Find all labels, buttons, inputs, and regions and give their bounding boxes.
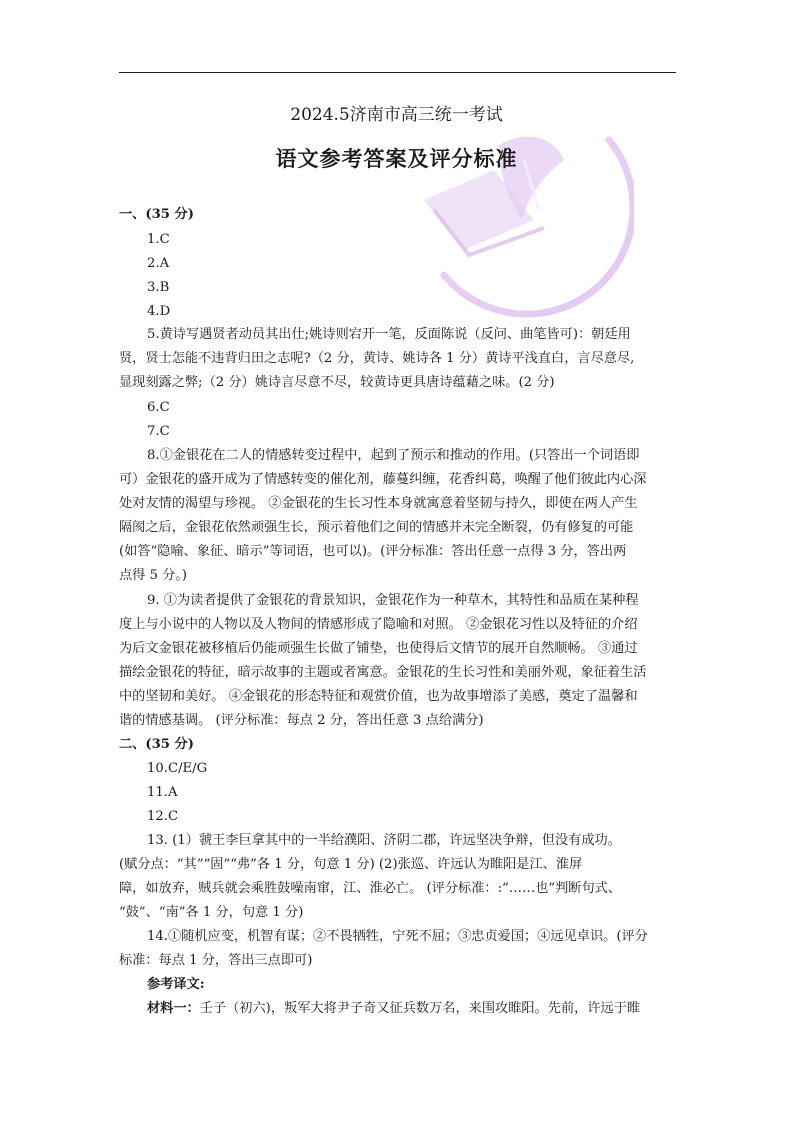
answer-8-line: 隔阂之后，金银花依然顽强生长，预示着他们之间的情感并未完全断裂，仍有修复的可能 — [119, 520, 634, 535]
answer-5-line: 5.黄诗写遇贤者动员其出仕;姚诗则宕开一笔，反面陈说（反问、曲笔皆可)：朝廷用 — [147, 327, 631, 342]
answer-8-line: 8.①金银花在二人的情感转变过程中，起到了预示和推动的作用。(只答出一个词语即 — [147, 448, 640, 463]
answer-7: 7.C — [147, 424, 170, 439]
answer-9-line: 中的坚韧和美好。 ④金银花的形态特征和观赏价值，也为故事增添了美感，奠定了温馨和 — [119, 689, 638, 704]
answer-2: 2.A — [147, 256, 170, 271]
answer-11: 11.A — [147, 785, 178, 800]
answer-5-line: 显现刻露之弊;（2 分）姚诗言尽意不尽，较黄诗更具唐诗蕴藉之味。(2 分) — [119, 375, 555, 390]
answer-6: 6.C — [147, 400, 170, 415]
answer-9-line: 谐的情感基调。 (评分标准：每点 2 分，答出任意 3 点给满分) — [119, 713, 484, 728]
answer-8-line: 可）金银花的盛开成为了情感转变的催化剂，藤蔓纠缠，花香纠葛，唤醒了他们彼此内心深 — [119, 472, 647, 487]
answer-13-line: 障，如放弃，贼兵就会乘胜鼓噪南窜，江、淮必亡。 (评分标准：:“……也”判断句式、 — [119, 881, 622, 896]
top-rule — [119, 72, 676, 73]
answer-9-line: 为后文金银花被移植后仍能顽强生长做了铺垫，也使得后文情节的展开自然顺畅。 ③通过 — [119, 641, 638, 656]
section-1-heading: 一、(35 分) — [119, 207, 194, 222]
answer-3: 3.B — [147, 280, 170, 295]
answer-13-line: “鼓”、“南”各 1 分，句意 1 分) — [119, 905, 304, 920]
book-logo-watermark — [404, 100, 634, 320]
answer-9-line: 9. ①为读者提供了金银花的背景知识，金银花作为一种草木，其特性和品质在某种程 — [147, 593, 639, 608]
material-1-line — [147, 1002, 640, 1015]
answer-10: 10.C/E/G — [147, 761, 208, 776]
answer-13-line: (赋分点：“其”“固”“弗”各 1 分，句意 1 分) (2)张巡、许远认为睢阳是江、淮屏 — [119, 857, 583, 872]
answer-14-line: 标准：每点 1 分，答出三点即可) — [119, 953, 313, 968]
answer-9-line: 描绘金银花的特征，暗示故事的主题或者寓意。金银花的生长习性和美丽外观，象征着生活 — [119, 665, 647, 680]
answer-14-line: 14.①随机应变，机智有谋；②不畏牺牲，宁死不屈；③忠贞爱国；④远见卓识。(评分 — [147, 929, 648, 944]
answer-12: 12.C — [147, 809, 179, 824]
material-1-text: 壬子（初六)，叛军大将尹子奇又征兵数万名，来围攻睢阳。先前，许远于睢 — [199, 1001, 641, 1016]
answer-8-line: 点得 5 分。) — [119, 568, 188, 583]
translation-heading: 参考译文: — [147, 977, 205, 992]
answer-1: 1.C — [147, 232, 170, 247]
answer-8-line: (如答“隐喻、象征、暗示”等词语，也可以)。(评分标准：答出任意一点得 3 分，答出两 — [119, 544, 627, 559]
answer-5-line: 贤，贤士怎能不违背归田之志呢?（2 分，黄诗、姚诗各 1 分）黄诗平浅直白，言尽意尽, — [119, 351, 635, 366]
answer-8-line: 处对友情的渴望与珍视。 ②金银花的生长习性本身就寓意着坚韧与持久，即使在两人产生 — [119, 496, 638, 511]
material-1-label: 材料一： — [147, 1001, 200, 1016]
exam-title: 2024.5济南市高三统一考试 — [290, 105, 503, 125]
answer-9-line: 度上与小说中的人物以及人物间的情感形成了隐喻和对照。 ②金银花习性以及特征的介绍 — [119, 617, 638, 632]
answer-13-line: 13. (1）虢王李巨拿其中的一半给濮阳、济阴二郡，许远坚决争辩，但没有成功。 — [147, 833, 621, 848]
section-2-heading: 二、(35 分) — [119, 737, 194, 752]
answer-4: 4.D — [147, 304, 171, 319]
document-title: 语文参考答案及评分标准 — [275, 146, 518, 171]
